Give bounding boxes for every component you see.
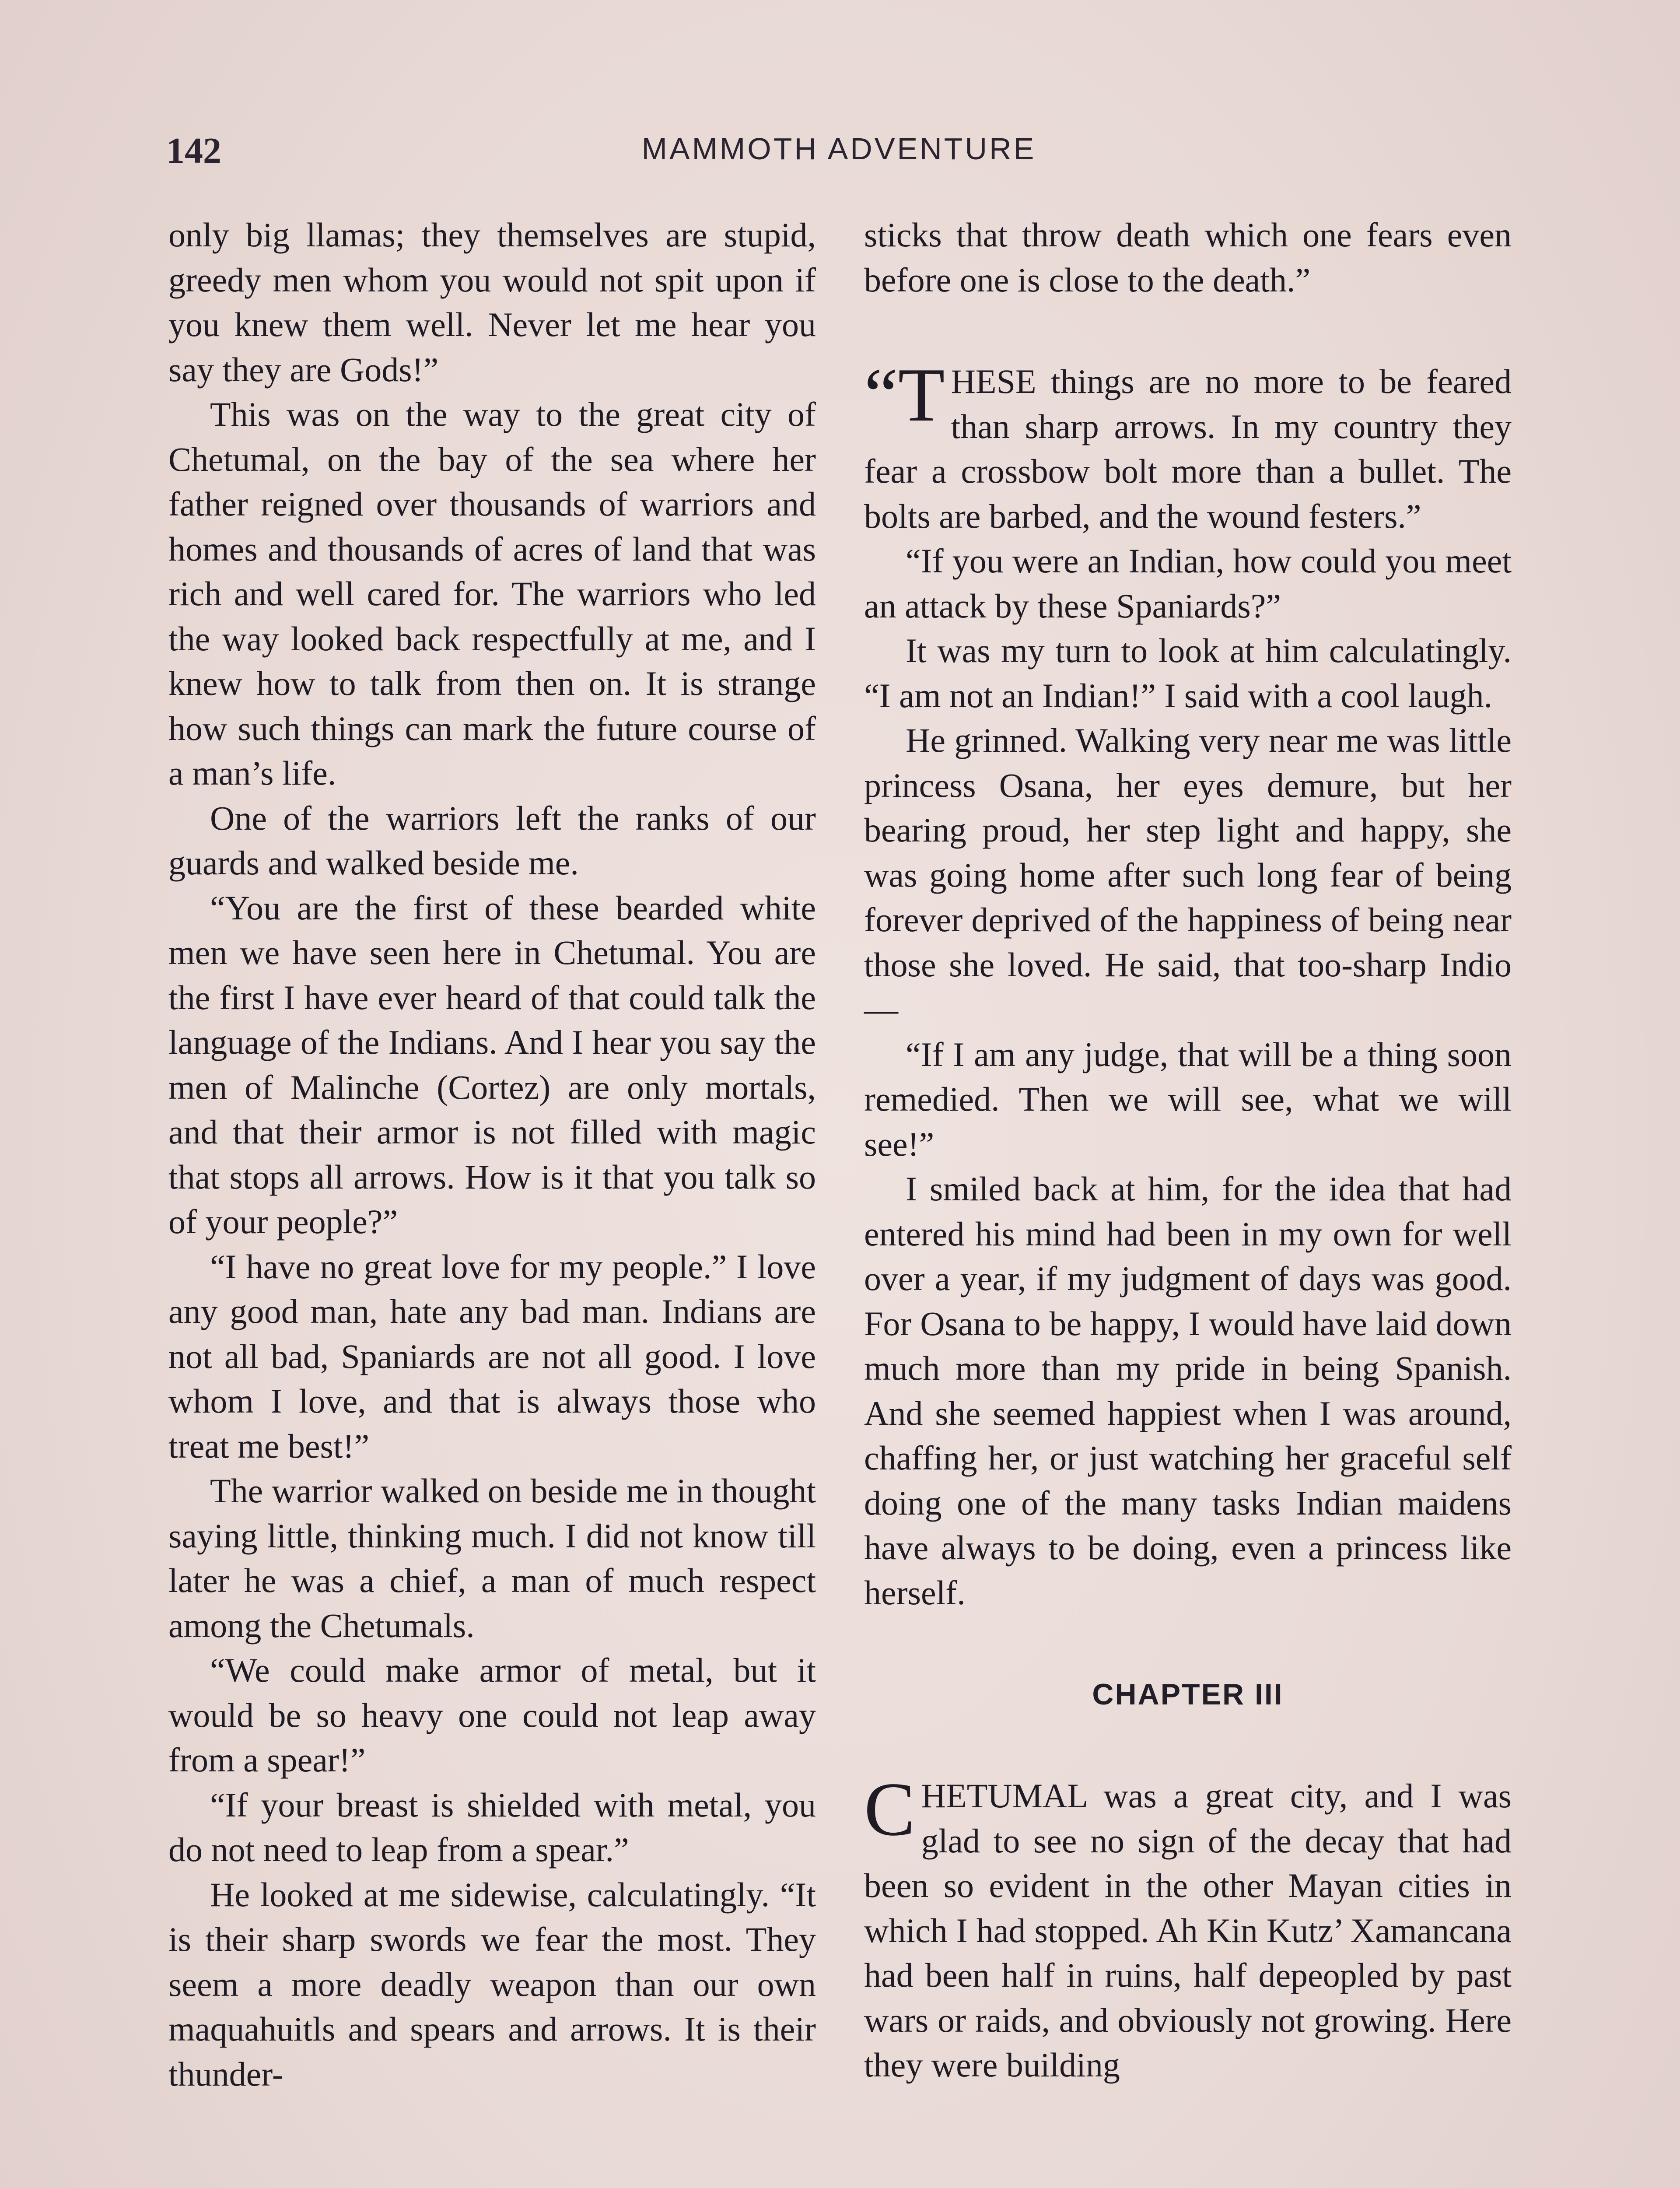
dropcap-paragraph-text: HESE things are no more to be feared than sharp arrows. In my country they fear a crossbow bolt more than a bullet. The bolts are barbed, and the wound festers.”	[864, 362, 1512, 535]
paragraph: This was on the way to the great city of Chetumal, on the bay of the sea where her father reigned over thousands of warriors and homes and thousands of acres of land that was rich and well cared for. The warriors who led the way looked back respectfully at me, and I knew how to talk from then on. It is strange how such things can mark the future course of a man’s life.	[168, 395, 816, 792]
paragraph: The warrior walked on beside me in thought saying little, thinking much. I did not know till later he was a chief, a man of much respect among the Chetumals.	[168, 1472, 816, 1645]
drop-cap-initial: T	[898, 352, 945, 437]
running-head	[166, 130, 1512, 173]
paragraph: He looked at me sidewise, calculatingly. “It is their sharp swords we fear the most. They seem a more deadly weapon than our own maquahuitls and spears and arrows. It is their thunder-	[168, 1875, 816, 2093]
book-title: MAMMOTH ADVENTURE	[641, 132, 1036, 166]
paragraph: He grinned. Walking very near me was little princess Osana, her eyes demure, but her bearing proud, her step light and happy, she was going home after such long fear of being forever deprived of the happiness of being near those she loved. He said, that too-sharp Indio—	[864, 721, 1512, 1028]
paragraph: “You are the first of these bearded white men we have seen here in Chetumal. You are the first I have ever heard of that could talk the language of the Indians. And I hear you say the men of Malinche (Cortez) are only mortals, and that their armor is not filled with magic that stops all arrows. How is it that you talk so of your people?”	[168, 888, 816, 1241]
paragraph: I smiled back at him, for the idea that had entered his mind had been in my own for well over a year, if my judgment of days was good. For Osana to be happy, I would have laid down much more than my pride in being Spanish. And she seemed happiest when I was around, chaffing her, or just watching her graceful self doing one of the many tasks Indian maidens have always to be doing, even a princess like herself.	[864, 1170, 1512, 1612]
dropcap-paragraph	[864, 1767, 1512, 2088]
paragraph: “If I am any judge, that will be a thing soon remedied. Then we will see, what we will see!”	[864, 1035, 1512, 1163]
dropcap-paragraph-text: HETUMAL was a great city, and I was glad to see no sign of the decay that had been so evident in the other Mayan cities in which I had stopped. Ah Kin Kutz’ Xamancana had been half in ruins, half depeopled by past wars or raids, and obviously not growing. Here they were building	[864, 1777, 1512, 2084]
paragraph: “I have no great love for my people.” I love any good man, hate any bad man. Indians are not all bad, Spaniards are not all good. I love whom I love, and that is always those who treat me best!”	[168, 1247, 816, 1465]
paragraph: only big llamas; they themselves are stupid, greedy men whom you would not spit upon if you knew them well. Never let me hear you say they are Gods!”	[168, 216, 816, 389]
drop-cap-letter	[864, 352, 945, 437]
dropcap-paragraph	[864, 352, 1512, 539]
paragraph: “We could make armor of metal, but it would be so heavy one could not leap away from a spear!”	[168, 1651, 816, 1779]
paragraph-continuation: sticks that throw death which one fears even before one is close to the death.”	[864, 216, 1512, 299]
paragraph: One of the warriors left the ranks of our guards and walked beside me.	[168, 799, 816, 882]
paragraph: “If you were an Indian, how could you meet an attack by these Spaniards?”	[864, 542, 1512, 625]
paragraph: “If your breast is shielded with metal, you do not need to leap from a spear.”	[168, 1785, 816, 1869]
page-number: 142	[166, 130, 221, 171]
right-column	[864, 213, 1512, 2088]
chapter-heading: CHAPTER III	[1092, 1678, 1284, 1711]
paragraph: It was my turn to look at him calculatingly. “I am not an Indian!” I said with a cool laugh.	[864, 631, 1512, 715]
drop-cap-quote: “	[864, 352, 898, 437]
left-column	[168, 213, 816, 2097]
drop-cap-initial: C	[864, 1767, 915, 1851]
